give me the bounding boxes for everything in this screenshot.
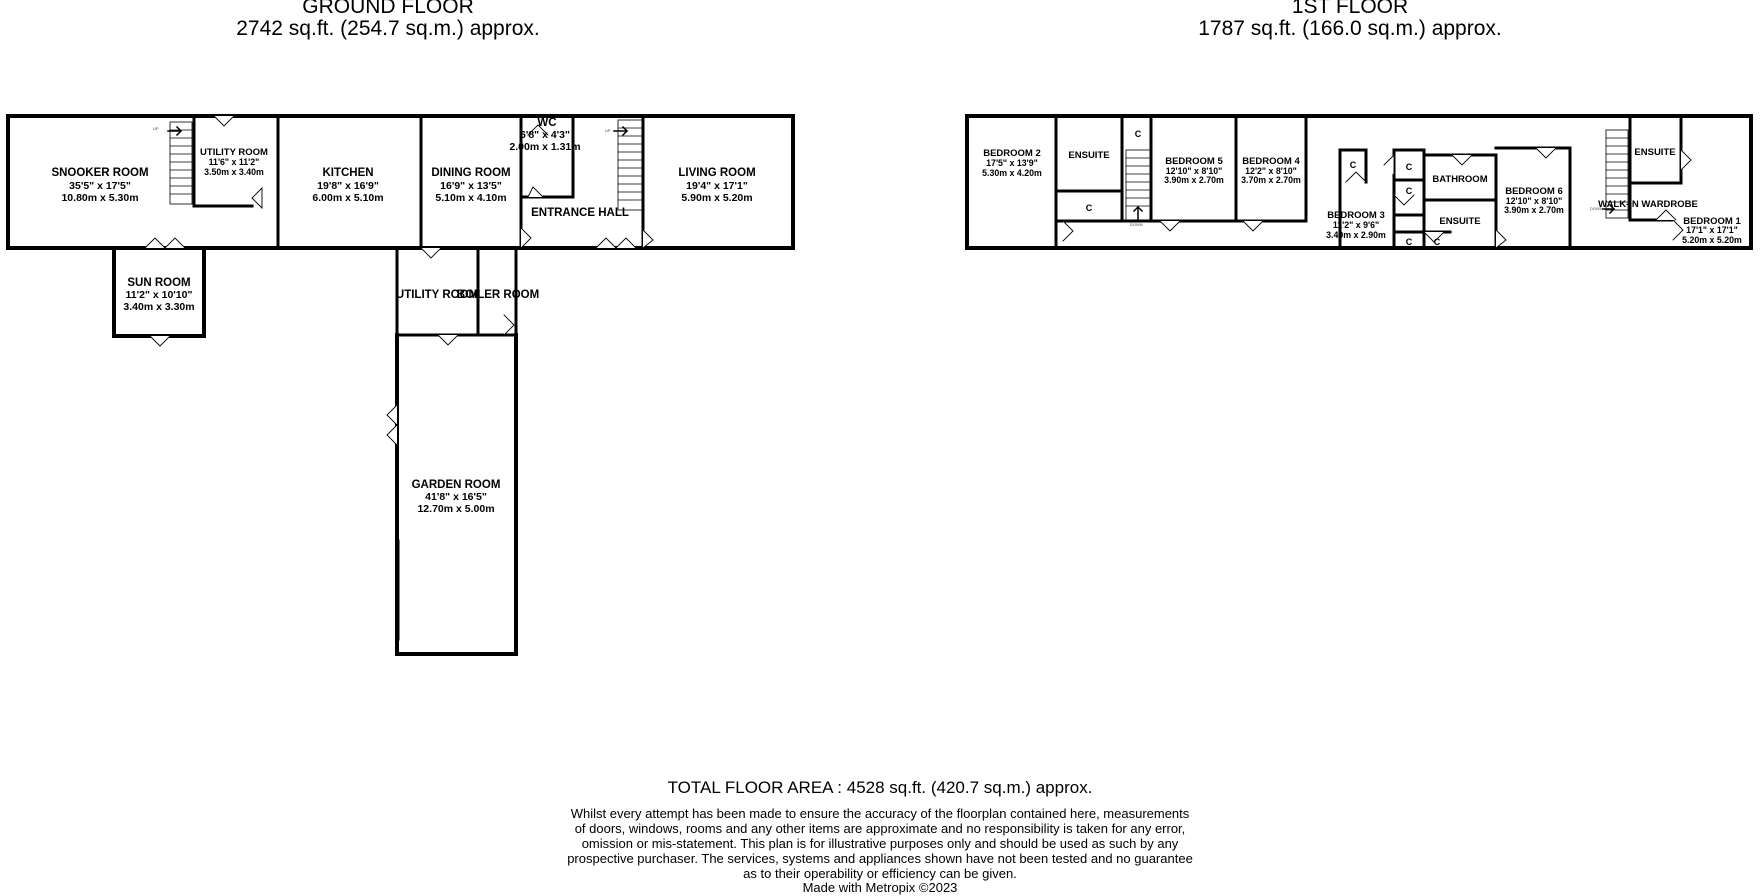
room-bedroom-4 [1241, 156, 1301, 185]
room-name: BEDROOM 4 [1242, 156, 1300, 167]
cupboard-label: C [1085, 203, 1093, 213]
ground-floor-area: 2742 sq.ft. (254.7 sq.m.) approx. [236, 17, 540, 40]
room-metric: 6.00m x 5.10m [312, 192, 384, 204]
room-bedroom-6 [1504, 186, 1564, 215]
room-metric: 3.50m x 3.40m [204, 167, 264, 177]
room-metric: 3.70m x 2.70m [1241, 175, 1301, 185]
room-sun [123, 277, 194, 313]
first-floor-title: 1ST FLOOR [1291, 0, 1409, 18]
door-living [643, 230, 653, 248]
room-metric: 2.00m x 1.31m [509, 141, 581, 153]
stairs-up-label-1: UP [153, 126, 159, 131]
room-name: SNOOKER ROOM [51, 167, 149, 179]
room-bedroom-3 [1326, 210, 1386, 240]
made-with-credit: Made with Metropix ©2023 [802, 880, 958, 895]
room-metric: 5.90m x 5.20m [681, 192, 753, 204]
door-dining [421, 248, 441, 258]
room-imperial: 12'10" x 8'10" [1165, 166, 1223, 176]
room-bathroom: BATHROOM [1432, 174, 1488, 185]
room-bedroom-2 [982, 148, 1042, 178]
room-metric: 3.40m x 2.90m [1326, 230, 1386, 240]
cupboard-label: C [1433, 237, 1441, 247]
room-imperial: 11'6" x 11'2" [208, 157, 260, 167]
disclaimer-line: of doors, windows, rooms and any other items are approximate and no responsibility is taken for any error, [574, 821, 1186, 836]
door-wc [528, 187, 543, 197]
room-name: DINING ROOM [431, 167, 511, 179]
room-metric: 5.20m x 5.20m [1682, 235, 1742, 245]
room-name: BEDROOM 5 [1165, 156, 1223, 167]
room-garden [412, 479, 501, 515]
room-bedroom-1 [1682, 216, 1742, 245]
disclaimer-line: prospective purchaser. The services, systems and appliances shown have not been tested and no guarantee [567, 851, 1193, 866]
room-utility-2: UTILITY ROOM [395, 289, 479, 301]
room-name: LIVING ROOM [678, 167, 756, 179]
door-utility1 [214, 116, 234, 126]
room-imperial: 11'2" x 9'6" [1332, 220, 1380, 230]
room-ensuite-2: ENSUITE [1439, 216, 1481, 227]
room-ensuite-3: ENSUITE [1634, 147, 1676, 158]
room-imperial: 17'1" x 17'1" [1686, 225, 1738, 235]
disclaimer [480, 806, 1280, 881]
room-dining [431, 167, 510, 204]
room-metric: 3.40m x 3.30m [123, 301, 195, 313]
door-boiler [504, 315, 514, 335]
room-imperial: 12'2" x 8'10" [1245, 166, 1297, 176]
room-imperial: 19'8" x 16'9" [317, 180, 379, 192]
disclaimer-line: omission or mis-statement. This plan is for illustrative purposes only and should be used as such by any [581, 836, 1179, 851]
room-imperial: 12'10" x 8'10" [1505, 196, 1563, 206]
door-sun-outer [150, 336, 170, 346]
room-living [678, 167, 755, 204]
stairs-entrance [618, 120, 642, 210]
first-floor-area: 1787 sq.ft. (166.0 sq.m.) approx. [1198, 17, 1502, 40]
room-entrance-hall: ENTRANCE HALL [531, 207, 629, 219]
room-imperial: 6'8" x 4'3" [520, 129, 570, 141]
room-utility-1 [200, 147, 268, 177]
room-imperial: 11'2" x 10'10" [125, 289, 193, 301]
room-name: GARDEN ROOM [411, 479, 501, 491]
room-metric: 5.10m x 4.10m [435, 192, 507, 204]
room-name: BEDROOM 3 [1327, 210, 1385, 221]
room-bedroom-5 [1164, 156, 1224, 185]
door-utility2 [438, 335, 458, 345]
cupboard-label: C [1349, 160, 1357, 170]
stairs-up-label-2: UP [605, 128, 611, 133]
stairs-down-label-2: DOWN [1590, 206, 1603, 211]
room-imperial: 16'9" x 13'5" [440, 180, 502, 192]
room-metric: 3.90m x 2.70m [1164, 175, 1224, 185]
room-name: UTILITY ROOM [200, 147, 268, 158]
room-snooker [51, 167, 148, 204]
room-name: WC [537, 117, 557, 129]
room-imperial: 35'5" x 17'5" [69, 180, 131, 192]
cupboard-label: C [1405, 237, 1413, 247]
stairs-snooker [170, 122, 192, 204]
room-metric: 5.30m x 4.20m [982, 168, 1042, 178]
total-floor-area: TOTAL FLOOR AREA : 4528 sq.ft. (420.7 sq.m.) approx. [667, 778, 1093, 797]
cupboard-label: C [1405, 186, 1413, 196]
cupboard-label: C [1405, 162, 1413, 172]
disclaimer-line: as to their operability or efficiency can be given. [743, 866, 1017, 881]
ground-floor-title: GROUND FLOOR [302, 0, 474, 18]
room-boiler: BOILER ROOM [456, 289, 540, 301]
room-metric: 10.80m x 5.30m [61, 192, 139, 204]
room-imperial: 19'4" x 17'1" [686, 180, 748, 192]
room-imperial: 41'8" x 16'5" [425, 491, 487, 503]
room-name: BEDROOM 6 [1505, 186, 1563, 197]
room-imperial: 17'5" x 13'9" [986, 158, 1038, 168]
room-name: SUN ROOM [127, 277, 191, 289]
room-name: BEDROOM 1 [1683, 216, 1741, 227]
room-name: BEDROOM 2 [983, 148, 1041, 159]
room-metric: 12.70m x 5.00m [417, 503, 495, 515]
room-walk-in-wardrobe: WALK-IN WARDROBE [1598, 199, 1698, 210]
disclaimer-line: Whilst every attempt has been made to ensure the accuracy of the floorplan contained here, measurements [570, 806, 1190, 821]
room-kitchen [312, 167, 383, 204]
cupboard-label: C [1134, 129, 1142, 139]
room-ensuite-1: ENSUITE [1068, 150, 1110, 161]
room-name: KITCHEN [322, 167, 374, 179]
stairs-down-label-1: DOWN [1130, 222, 1143, 227]
room-metric: 3.90m x 2.70m [1504, 205, 1564, 215]
door-entrance-side [521, 228, 531, 248]
